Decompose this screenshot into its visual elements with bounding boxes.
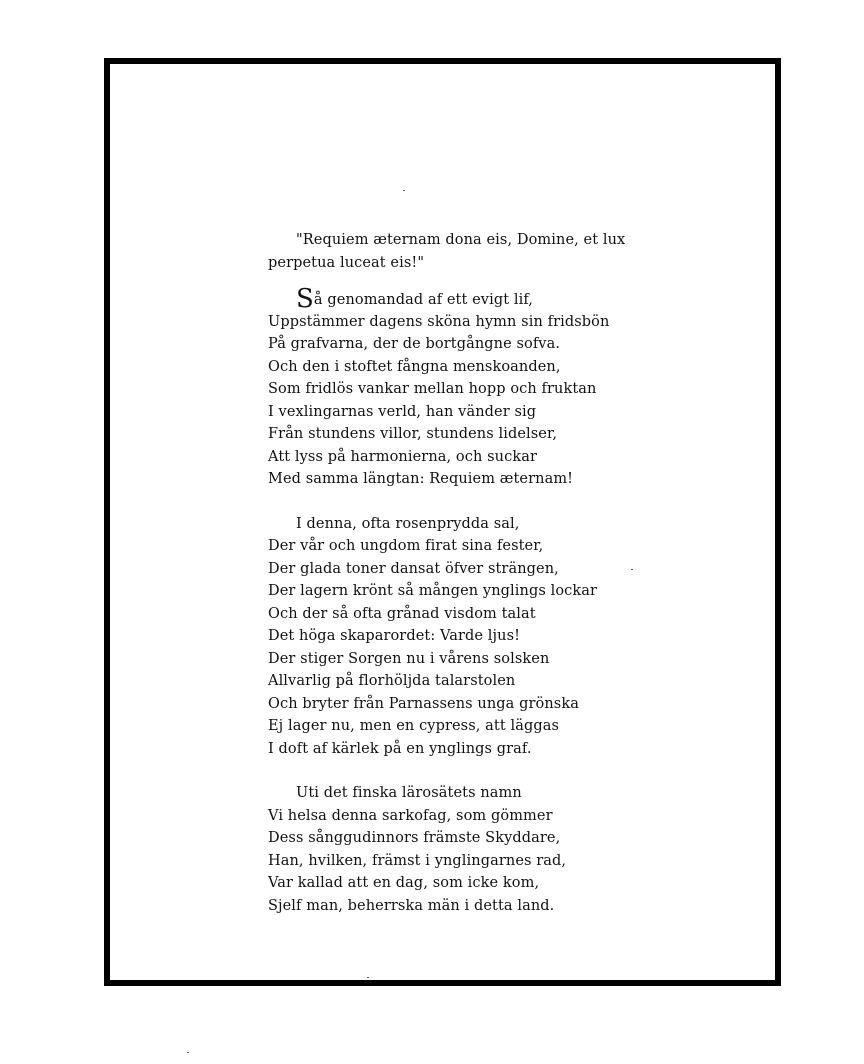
verse-line: Uti det finska lärosätets namn [296,785,522,801]
stanza-1 [268,284,688,491]
print-speck [403,190,405,191]
verse-line: I denna, ofta rosenprydda sal, [296,515,520,532]
verse-line: Ej lager nu, men en cypress, att läggas [268,718,560,734]
epigraph-line: perpetua luceat eis!" [268,254,425,271]
stanza-1-first-line [268,284,688,314]
stanza-2 [268,513,688,761]
verse-line: Der vår och ungdom firat sina fester, [268,538,544,554]
verse-line: Allvarlig på florhöljda talarstolen [268,673,516,689]
verse-line: Der stiger Sorgen nu i vårens solsken [268,650,550,667]
verse-line: I vexlingarnas verld, han vänder sig [268,403,537,420]
verse-line: Det höga skaparordet: Varde ljus! [268,628,521,644]
first-line-rest: å genomandad af ett evigt lif, [313,292,533,308]
verse-line: Från stundens villor, stundens lidelser, [268,426,558,442]
verse-line: På grafvarna, der de bortgångne sofva. [268,336,561,352]
verse-line: Dess sånggudinnors främste Skyddare, [268,830,561,846]
verse-line: Var kallad att en dag, som icke kom, [268,875,540,891]
verse-line: Och bryter från Parnassens unga grönska [268,695,579,712]
verse-line: I doft af kärlek på en ynglings graf. [268,740,532,757]
verse-line: Och den i stoftet fångna menskoanden, [268,358,561,375]
epigraph [268,229,688,274]
verse-line: Sjelf man, beherrska män i detta land. [268,897,555,914]
drop-cap: S [296,284,314,314]
verse-line: Uppstämmer dagens sköna hymn sin fridsbön [268,313,610,330]
verse-line: Vi helsa denna sarkofag, som gömmer [268,807,553,824]
print-speck [187,1052,189,1053]
verse-line: Och der så ofta grånad visdom talat [268,605,536,622]
stanza-3 [268,782,688,917]
verse-line: Som fridlös vankar mellan hopp och fruktan [268,381,597,397]
verse-line: Han, hvilken, främst i ynglingarnes rad, [268,852,567,869]
verse-line: Der lagern krönt så mången ynglings lockar [268,583,598,599]
print-speck [367,977,369,978]
verse-line: Der glada toner dansat öfver strängen, [268,560,559,577]
poem-text [268,229,688,917]
verse-line: Att lyss på harmonierna, och suckar [268,448,537,465]
epigraph-line: "Requiem æternam dona eis, Domine, et lux [296,232,626,248]
verse-line: Med samma längtan: Requiem æternam! [268,471,574,487]
